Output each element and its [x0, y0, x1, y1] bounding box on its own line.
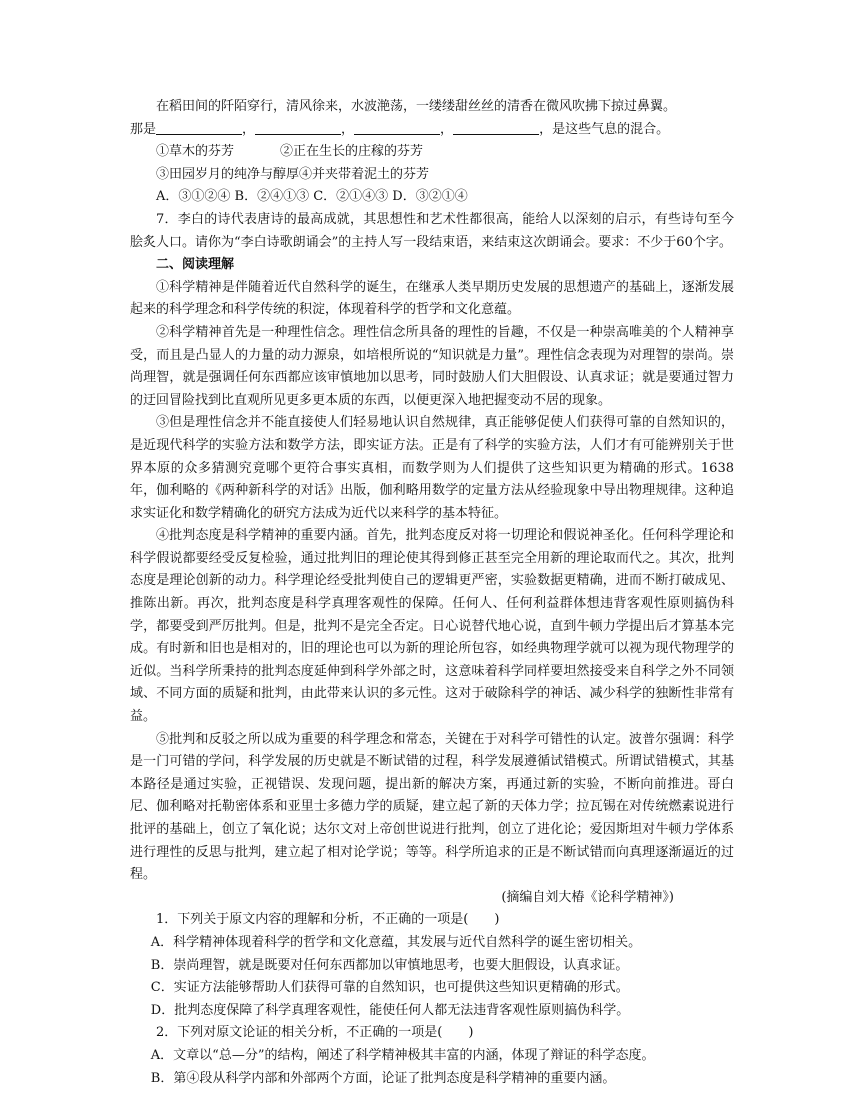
question-1-option-b[interactable]: B．崇尚理智，就是既要对任何东西都加以审慎地思考，也要大胆假设，认真求证。 — [150, 957, 629, 973]
q6-item-2: ②正在生长的庄稼的芬芳 — [280, 144, 424, 160]
document-page — [130, 96, 734, 1090]
blank-3[interactable] — [354, 120, 440, 135]
q6-item-1: ①草木的芬芳 — [156, 144, 235, 160]
q6-blanks-line: 那是 ， ， ， ，是这些气息的混合。 — [130, 121, 670, 137]
question-1-option-d[interactable]: D．批判态度保障了科学真理客观性，能使任何人都无法违背客观性原则搞伪科学。 — [150, 1002, 630, 1018]
article-paragraph-3: ③但是理性信念并不能直接使人们轻易地认识自然规律，真正能够促使人们获得可靠的自然知识的，是近现代科学的实验方法和数学方法，即实证方法。正是有了科学的实验方法，人们才有可能辨别关于世界本原的众多猜测究竟哪个更符合事实真相，而数学则为人们提供了这些知识更为精确的形式。1638年，伽利略的《两种新科学的对话》出版，伽利略用数学的定量方法从经验现象中导出物理规律。这种追求实证化和数学精确化的研究方法成为近代以来科学的基本特征。 — [130, 415, 734, 521]
blank-2[interactable] — [255, 120, 341, 135]
question-1: 1．下列关于原文内容的理解和分析，不正确的一项是( ) — [156, 912, 500, 928]
question-2-option-b[interactable]: B．第④段从科学内部和外部两个方面，论证了批判态度是科学精神的重要内涵。 — [150, 1070, 616, 1086]
q6-stem: 在稻田间的阡陌穿行，清风徐来，水波滟荡，一缕缕甜丝丝的清香在微风吹拂下掠过鼻翼。 — [156, 99, 677, 114]
q6-items-row-2 — [130, 164, 734, 187]
article-paragraph-4: ④批判态度是科学精神的重要内涵。首先，批判态度反对将一切理论和假说神圣化。任何科学理论和科学假说都要经受反复检验，通过批判旧的理论使其得到修正甚至完全用新的理论取而代之。其次，批判态度是理论创新的动力。科学理论经受批判使自己的逻辑更严密，实验数据更精确，进而不断打破成见、推陈出新。再次，批判态度是科学真理客观性的保障。任何人、任何利益群体想违背客观性原则搞伪科学，都要受到严厉批判。但是，批判不是完全否定。日心说替代地心说，直到牛顿力学提出后才算基本完成。有时新和旧也是相对的，旧的理论也可以为新的理论所包容，如经典物理学就可以视为现代物理学的近似。当科学所秉持的批判态度延伸到科学外部之时，这意味着科学同样要坦然接受来自科学之外不同领域、不同方面的质疑和批判，由此带来认识的多元性。这对于破除科学的神话、减少科学的独断性非常有益。 — [130, 528, 734, 725]
section-title: 二、阅读理解 — [156, 257, 235, 273]
blank-1[interactable] — [156, 120, 242, 135]
blank-4[interactable] — [453, 120, 539, 135]
article-source: (摘编自刘大椿《论科学精神》) — [501, 889, 674, 905]
article-paragraph-1: ①科学精神是伴随着近代自然科学的诞生，在继承人类早期历史发展的思想遗产的基础上，逐渐发展起来的科学理念和科学传统的积淀，体现着科学的哲学和文化意蕴。 — [130, 279, 734, 318]
q6-options: A．③①②④ B．②④①③ C．②①④③ D．③②①④ — [156, 189, 468, 205]
question-1-option-c[interactable]: C．实证方法能够帮助人们获得可靠的自然知识，也可提供这些知识更精确的形式。 — [150, 980, 629, 996]
question-2: 2．下列对原文论证的相关分析，不正确的一项是( ) — [156, 1025, 474, 1041]
q6-tail: ，是这些气息的混合。 — [539, 121, 670, 137]
q7-text: 7．李白的诗代表唐诗的最高成就，其思想性和艺术性都很高，能给人以深刻的启示，有些诗句至今脍炙人口。请你为“李白诗歌朗诵会”的主持人写一段结束语，来结束这次朗诵会。要求：不少于60个字。 — [130, 211, 734, 250]
article-paragraph-5: ⑤批判和反驳之所以成为重要的科学理念和常态，关键在于对科学可错性的认定。波普尔强调：科学是一门可错的学问，科学发展的历史就是不断试错的过程，科学发展遵循试错模式。所谓试错模式，其基本路径是通过实验，正视错误、发现问题，提出新的解决方案，再通过新的实验，不断向前推进。哥白尼、伽利略对托勒密体系和亚里士多德力学的质疑，建立起了新的天体力学；拉瓦锡在对传统燃素说进行批评的基础上，创立了氧化说；达尔文对上帝创世说进行批判，创立了进化论；爱因斯坦对牛顿力学体系进行理性的反思与批判，建立起了相对论学说；等等。科学所追求的正是不断试错而向真理逐渐逼近的过程。 — [130, 731, 734, 883]
q6-item-4: ④并夹带着泥土的芬芳 — [299, 166, 430, 182]
q6-item-3: ③田园岁月的纯净与醇厚 — [156, 166, 300, 182]
question-1-option-a[interactable]: A．科学精神体现着科学的哲学和文化意蕴，其发展与近代自然科学的诞生密切相关。 — [150, 934, 642, 950]
q6-lead: 那是 — [130, 121, 157, 137]
article-paragraph-2: ②科学精神首先是一种理性信念。理性信念所具备的理性的旨趣，不仅是一种崇高唯美的个人精神享受，而且是凸显人的力量的动力源泉，如培根所说的“知识就是力量”。理性信念表现为对理智的崇尚。崇尚理智，就是强调任何东西都应该审慎地加以思考，同时鼓励人们大胆假设、认真求证；就是要通过智力的迂回冒险找到比直观所见更多更本质的东西，以便更深入地把握变动不居的现象。 — [130, 324, 734, 408]
q6-items-row-1 — [130, 141, 734, 164]
question-2-option-a[interactable]: A．文章以“总—分”的结构，阐述了科学精神极其丰富的内涵，体现了辩证的科学态度。 — [150, 1047, 655, 1063]
